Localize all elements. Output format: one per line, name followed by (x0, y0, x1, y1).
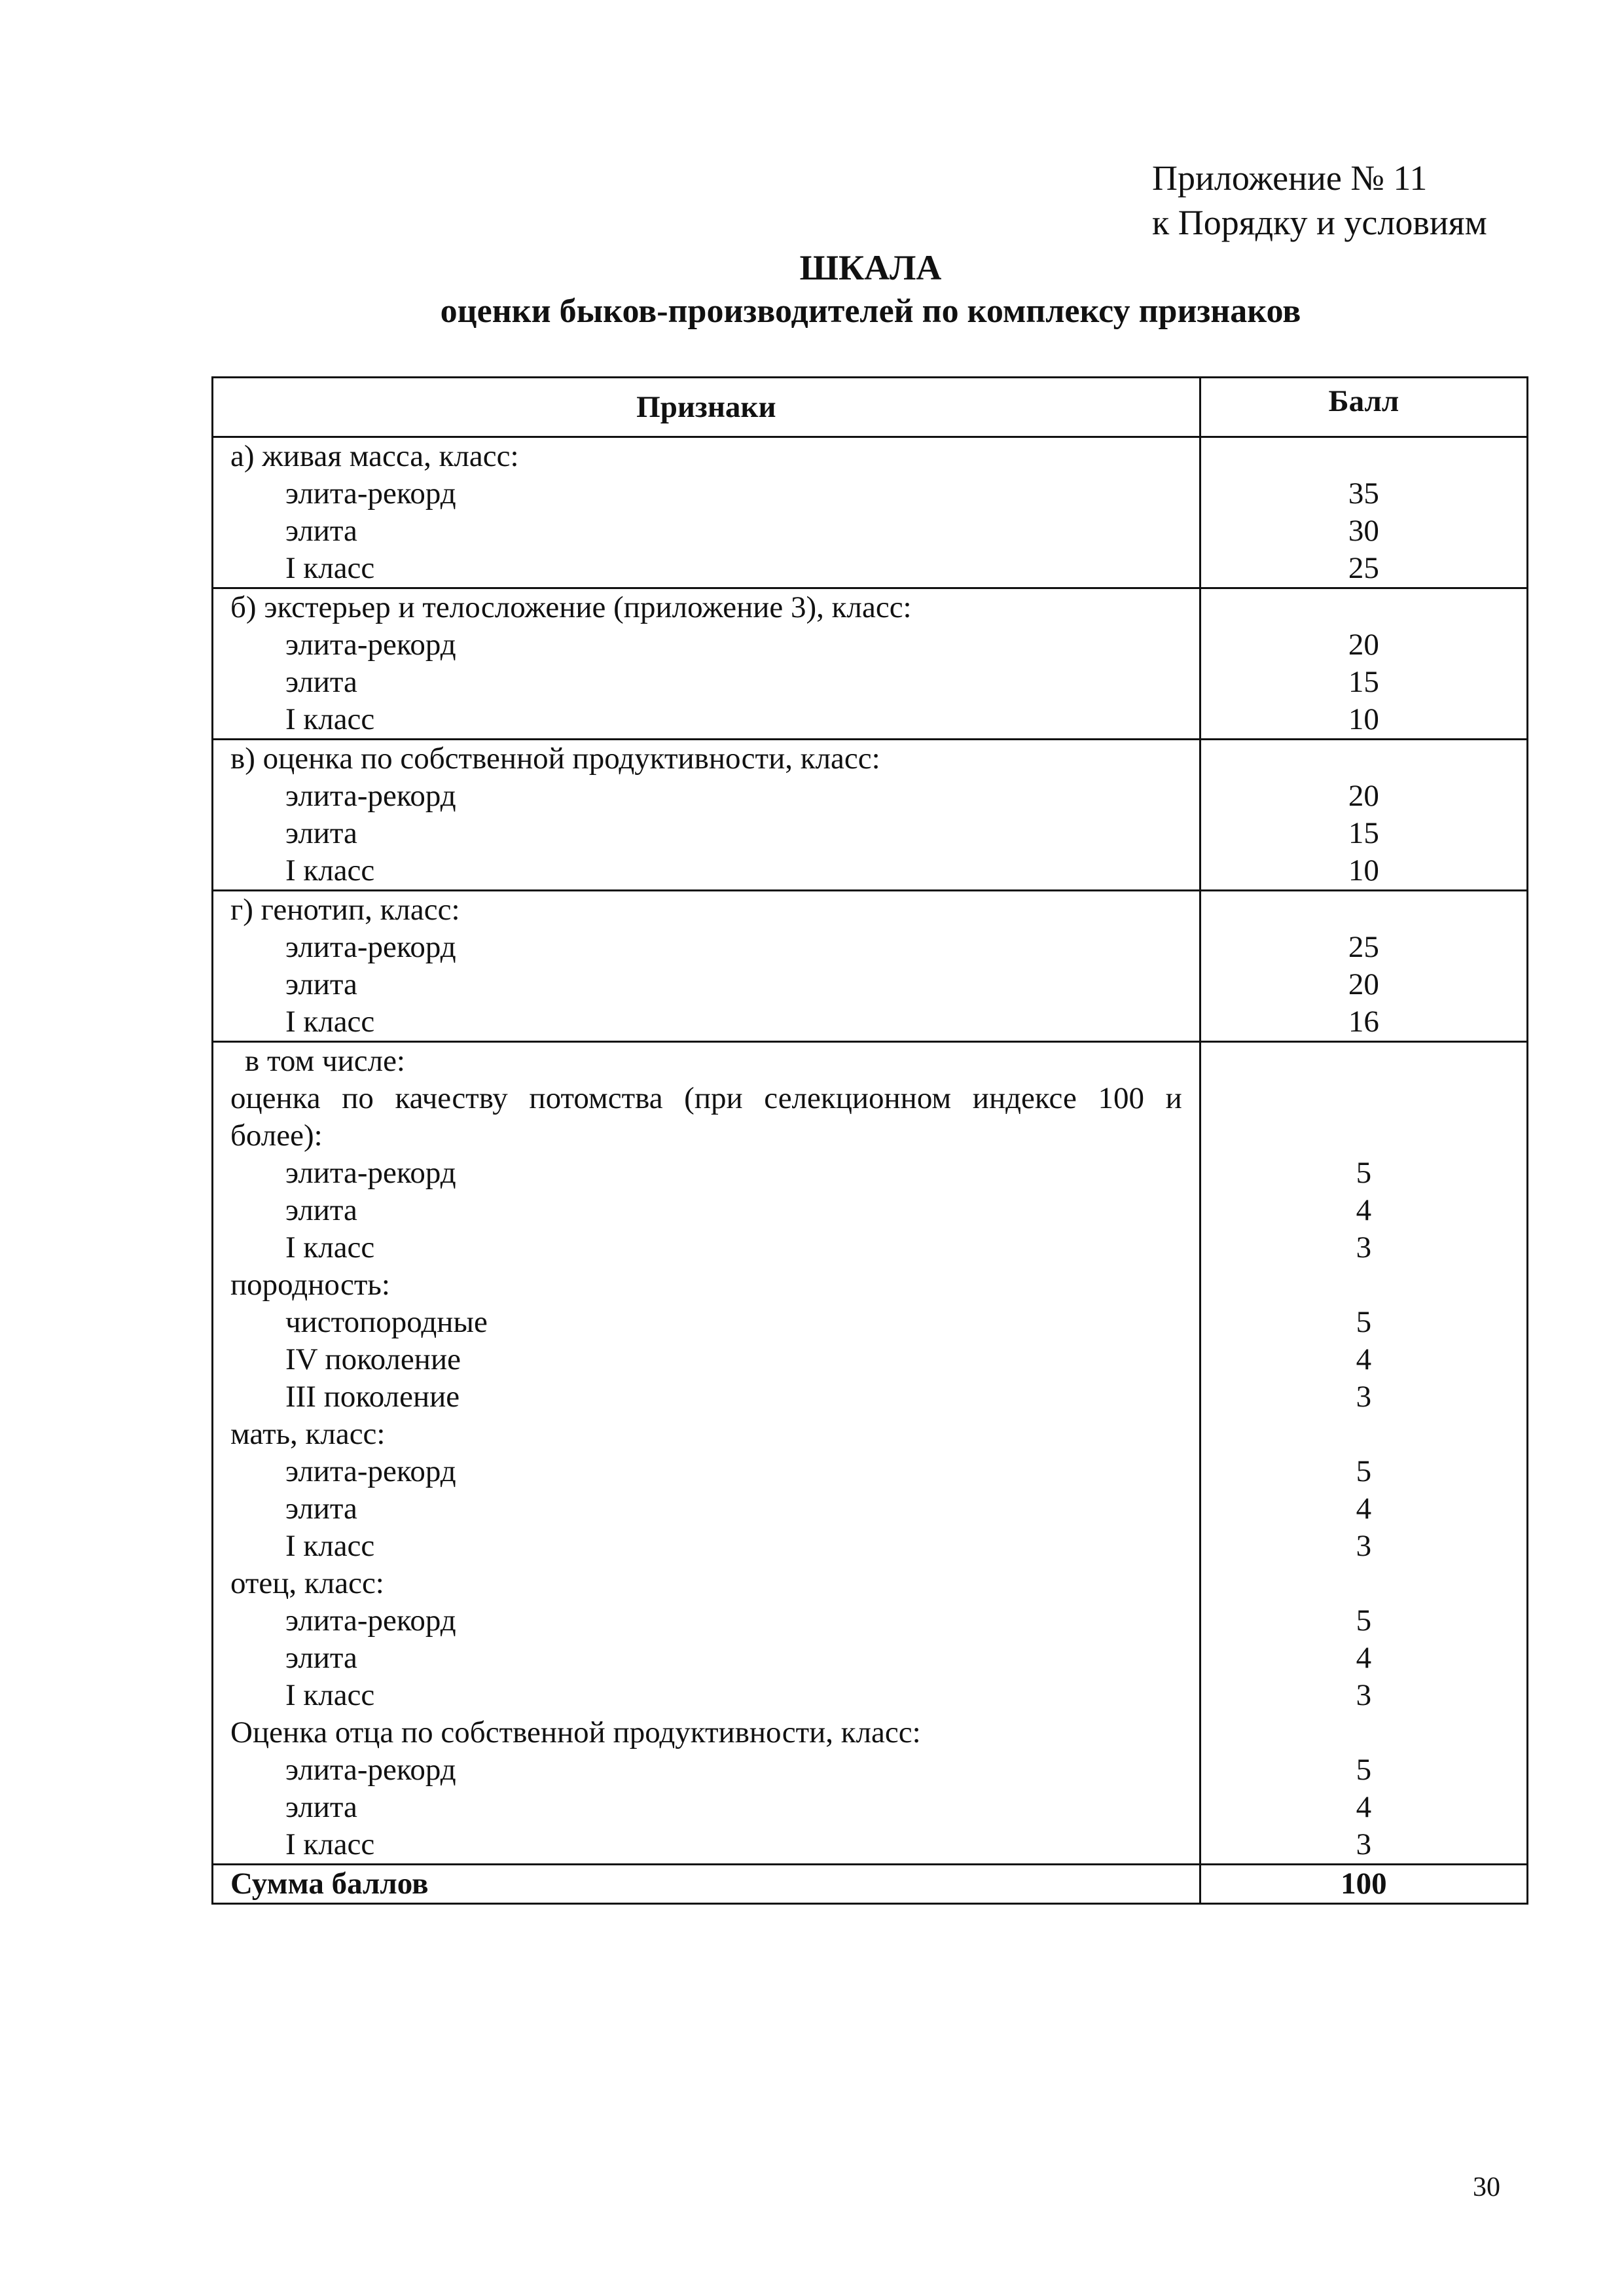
item-label: элита-рекорд (285, 476, 456, 511)
table-row (213, 891, 1528, 1042)
item-label: IV поколение (285, 1342, 461, 1376)
item-label: элита (285, 1492, 357, 1526)
item-label: I класс (285, 1230, 375, 1265)
item-score: 20 (1348, 628, 1379, 662)
table-row (213, 437, 1528, 588)
group-title: б) экстерьер и телосложение (приложение 3), класс: (230, 590, 912, 624)
father-productivity-title: Оценка отца по собственной продуктивности, класс: (230, 1715, 921, 1749)
item-label: I класс (285, 1678, 375, 1712)
item-label: элита-рекорд (285, 1156, 456, 1190)
item-label: I класс (285, 551, 375, 585)
table-row (213, 1042, 1528, 1865)
item-score: 20 (1348, 967, 1379, 1001)
item-label: элита (285, 665, 357, 699)
item-score: 35 (1348, 476, 1379, 511)
table-sum-row (213, 1865, 1528, 1904)
item-label: элита-рекорд (285, 930, 456, 964)
item-score: 4 (1356, 1641, 1372, 1675)
score-table (211, 376, 1528, 1905)
item-label: I класс (285, 853, 375, 888)
item-score: 15 (1348, 665, 1379, 699)
item-label: элита-рекорд (285, 779, 456, 813)
item-score: 5 (1356, 1454, 1372, 1488)
item-label: I класс (285, 1827, 375, 1861)
item-label: III поколение (285, 1380, 460, 1414)
item-score: 3 (1356, 1827, 1372, 1861)
item-score: 25 (1348, 551, 1379, 585)
document-title: ШКАЛА (799, 248, 942, 287)
item-score: 5 (1356, 1753, 1372, 1787)
item-score: 4 (1356, 1342, 1372, 1376)
appendix-reference: к Порядку и условиям (1152, 203, 1487, 242)
offspring-title-cont: более): (230, 1119, 323, 1153)
item-score: 3 (1356, 1380, 1372, 1414)
table-header-row (213, 378, 1528, 437)
table-row (213, 588, 1528, 740)
item-score: 25 (1348, 930, 1379, 964)
appendix-number: Приложение № 11 (1152, 158, 1428, 198)
item-score: 4 (1356, 1193, 1372, 1227)
item-score: 15 (1348, 816, 1379, 850)
item-label: элита-рекорд (285, 1454, 456, 1488)
table-row (213, 740, 1528, 891)
group-title: в) оценка по собственной продуктивности, класс: (230, 742, 880, 776)
document-subtitle: оценки быков-производителей по комплексу признаков (440, 293, 1301, 330)
sum-value: 100 (1200, 1865, 1527, 1904)
header-features: Признаки (213, 378, 1200, 437)
item-score: 3 (1356, 1529, 1372, 1563)
item-label: I класс (285, 702, 375, 736)
sum-label: Сумма баллов (213, 1865, 1200, 1904)
item-score: 5 (1356, 1604, 1372, 1638)
including-intro: в том числе: (245, 1044, 405, 1078)
appendix-header (1152, 156, 1487, 245)
item-label: чистопородные (285, 1305, 488, 1339)
group-title: г) генотип, класс: (230, 893, 460, 927)
group-title: а) живая масса, класс: (230, 439, 519, 473)
item-label: элита (285, 1790, 357, 1824)
page-number: 30 (1473, 2172, 1500, 2202)
item-score: 16 (1348, 1005, 1379, 1039)
item-label: элита (285, 1641, 357, 1675)
item-score: 10 (1348, 853, 1379, 888)
item-label: элита-рекорд (285, 1753, 456, 1787)
mother-title: мать, класс: (230, 1417, 386, 1451)
item-label: элита (285, 816, 357, 850)
item-label: элита (285, 514, 357, 548)
item-score: 4 (1356, 1790, 1372, 1824)
item-score: 3 (1356, 1230, 1372, 1265)
item-score: 4 (1356, 1492, 1372, 1526)
offspring-title: оценка по качеству потомства (при селекционном индексе 100 и (230, 1081, 1182, 1115)
item-score: 5 (1356, 1305, 1372, 1339)
item-score: 5 (1356, 1156, 1372, 1190)
item-score: 10 (1348, 702, 1379, 736)
item-score: 20 (1348, 779, 1379, 813)
item-score: 30 (1348, 514, 1379, 548)
breed-title: породность: (230, 1268, 390, 1302)
item-label: элита (285, 1193, 357, 1227)
item-score: 3 (1356, 1678, 1372, 1712)
item-label: I класс (285, 1529, 375, 1563)
item-label: I класс (285, 1005, 375, 1039)
father-title: отец, класс: (230, 1566, 384, 1600)
item-label: элита-рекорд (285, 628, 456, 662)
header-score: Балл (1200, 378, 1527, 437)
item-label: элита-рекорд (285, 1604, 456, 1638)
item-label: элита (285, 967, 357, 1001)
